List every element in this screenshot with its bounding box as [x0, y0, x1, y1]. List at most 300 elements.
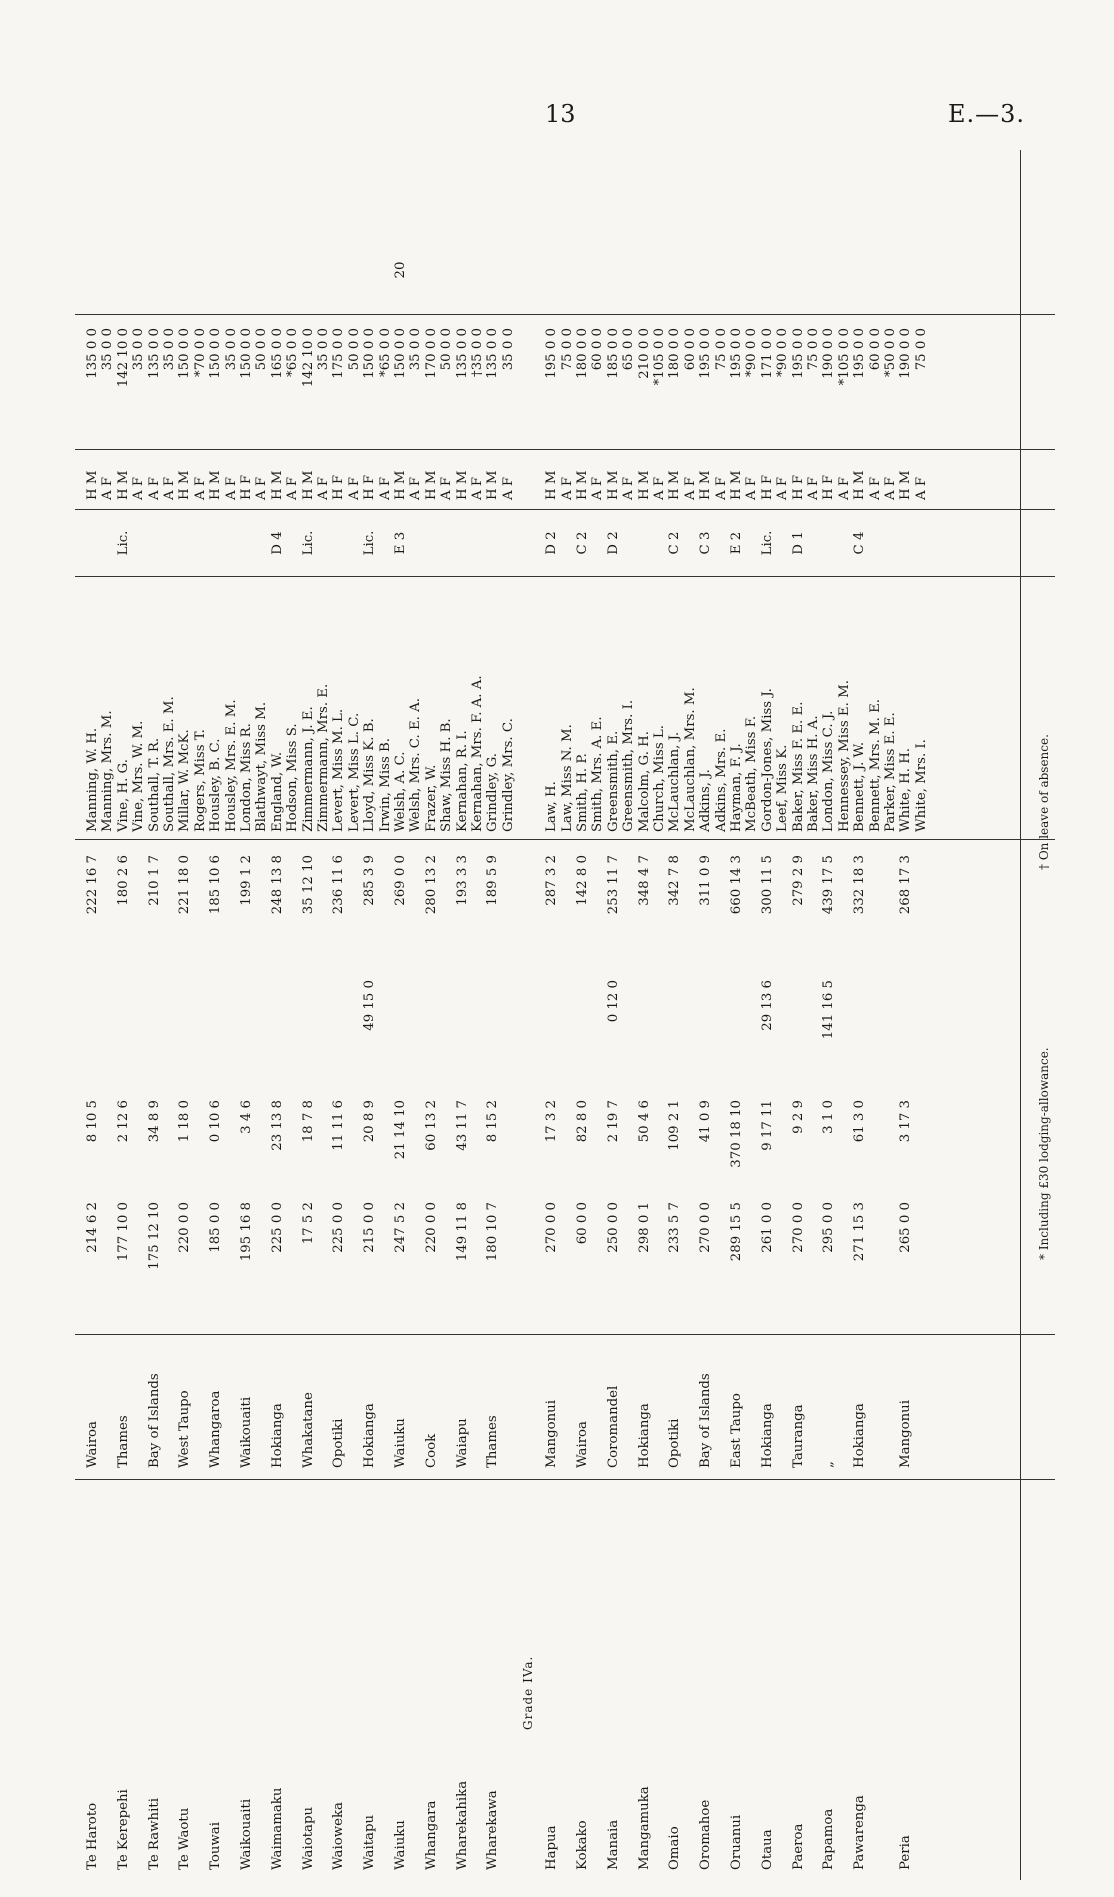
teacher-name: Baker, Miss F. E. E.: [790, 701, 806, 832]
teacher-class: A F: [439, 476, 455, 500]
salary-amount: 295 0 0: [821, 1202, 837, 1253]
allowance-amount: 2 12 6: [115, 1100, 131, 1143]
teacher-name: Southall, T. R.: [146, 737, 162, 832]
certificate: [821, 518, 836, 568]
other-amount: 0 12 0: [605, 980, 621, 1023]
school-name: Te Kerepehi: [115, 1789, 131, 1870]
teacher-class: A F: [346, 476, 362, 500]
total-amount: 332 18 3: [852, 855, 868, 915]
table-row: [914, 150, 929, 1880]
teacher-name: Zimmermann, Mrs. E.: [316, 683, 331, 832]
teacher-class: H M: [544, 470, 560, 500]
table-row: [698, 150, 713, 1880]
house-allowance: [544, 240, 559, 300]
table-row: [424, 150, 439, 1880]
salary-rate: 150 0 0: [208, 328, 224, 379]
certificate: D 4: [269, 531, 285, 555]
teacher-class: H M: [85, 470, 100, 500]
teacher-class: H M: [115, 470, 131, 500]
total-amount: 287 3 2: [544, 855, 560, 906]
certificate: [714, 518, 729, 568]
other-amount: [208, 980, 223, 1090]
school-name: Mangamuka: [636, 1786, 652, 1870]
county-name: Tauranga: [790, 1404, 806, 1468]
teacher-class: A F: [744, 476, 760, 500]
teacher-class: H F: [790, 474, 806, 500]
total-amount: 439 17 5: [821, 855, 837, 915]
house-allowance: [775, 240, 790, 300]
certificate: [914, 518, 929, 568]
salary-amount: 265 0 0: [898, 1202, 914, 1253]
allowance-amount: 9 17 11: [759, 1100, 775, 1151]
salary-rate: 185 0 0: [605, 328, 621, 379]
teacher-class: A F: [913, 476, 929, 500]
table-row: [775, 150, 790, 1880]
house-allowance: [652, 240, 667, 300]
table-row: [254, 150, 269, 1880]
house-allowance: [744, 240, 759, 300]
teacher-name: Kernahan, R. I.: [454, 730, 470, 832]
total-amount: 189 5 9: [485, 855, 501, 906]
salary-rate: 195 0 0: [790, 328, 806, 379]
teacher-class: H M: [852, 470, 868, 500]
county-name: Whakatane: [300, 1392, 316, 1468]
salary-rate: 142 10 0: [300, 328, 316, 388]
other-amount: [637, 980, 652, 1090]
county-name: Thames: [485, 1415, 501, 1468]
salary-rate: *90 0 0: [775, 328, 791, 377]
footnote-leave: † On leave of absence.: [1037, 734, 1051, 870]
house-allowance: [147, 240, 162, 300]
salary-rate: 135 0 0: [146, 328, 162, 379]
school-name: Waikouaiti: [239, 1798, 254, 1870]
house-allowance: [193, 240, 208, 300]
table-row: [837, 150, 852, 1880]
certificate: [439, 518, 454, 568]
house-allowance: [285, 240, 300, 300]
total-amount: 279 2 9: [790, 855, 806, 906]
county-name: Thames: [115, 1415, 131, 1468]
teacher-name: Welsh, Mrs. C. E. A.: [408, 698, 424, 832]
teacher-class: H F: [331, 474, 347, 500]
salary-rate: *90 0 0: [744, 328, 760, 377]
salary-rate: 150 0 0: [393, 328, 408, 379]
other-amount: [667, 980, 682, 1090]
teacher-class: A F: [867, 476, 883, 500]
teacher-class: A F: [408, 476, 424, 500]
certificate: [485, 518, 500, 568]
other-amount: [301, 980, 316, 1090]
teacher-class: A F: [131, 476, 147, 500]
county-name: Hokianga: [362, 1403, 378, 1468]
salary-amount: 225 0 0: [331, 1202, 347, 1253]
certificate: [147, 518, 162, 568]
table-row: [393, 150, 408, 1880]
other-amount: 29 13 6: [759, 980, 775, 1031]
certificate: [347, 518, 362, 568]
teacher-class: H F: [759, 474, 775, 500]
total-amount: 180 2 6: [115, 855, 131, 906]
total-amount: 269 0 0: [393, 855, 408, 906]
certificate: [162, 518, 177, 568]
salary-rate: 195 0 0: [544, 328, 560, 379]
salary-amount: 195 16 8: [239, 1202, 254, 1262]
school-name: Oromahoe: [698, 1799, 714, 1870]
table-row: [301, 150, 316, 1880]
house-allowance: [455, 240, 470, 300]
teacher-name: Bennett, J. W.: [852, 741, 868, 832]
certificate: D 1: [790, 531, 806, 555]
teacher-class: H M: [898, 470, 914, 500]
other-amount: [85, 980, 100, 1090]
teacher-name: Manning, Mrs. M.: [100, 710, 116, 832]
certificate: [239, 518, 254, 568]
total-amount: 342 7 8: [667, 855, 683, 906]
bottom-rule: [1020, 150, 1021, 1880]
school-name: Te Haroto: [85, 1802, 100, 1870]
certificate: [744, 518, 759, 568]
certificate: [775, 518, 790, 568]
certificate: C 3: [698, 531, 714, 555]
certificate: D 2: [544, 531, 560, 555]
teacher-class: A F: [590, 476, 606, 500]
allowance-amount: 370 18 10: [729, 1100, 744, 1168]
teacher-name: Levert, Miss L. C.: [346, 712, 362, 832]
certificate: Lic.: [300, 530, 316, 556]
table-row: [131, 150, 146, 1880]
county-name: Mangonui: [544, 1399, 560, 1468]
teacher-name: Greensmith, E.: [605, 730, 621, 832]
teacher-class: A F: [470, 476, 485, 500]
teacher-class: H M: [208, 470, 224, 500]
salary-rate: 175 0 0: [331, 328, 347, 379]
total-amount: 348 4 7: [636, 855, 652, 906]
salary-rate: 171 0 0: [759, 328, 775, 379]
certificate: [455, 518, 470, 568]
table-row: [729, 150, 744, 1880]
certificate: [316, 518, 331, 568]
table-row: [162, 150, 177, 1880]
salary-rate: 135 0 0: [485, 328, 501, 379]
teacher-class: H M: [454, 470, 470, 500]
school-name: Waiotapu: [300, 1806, 316, 1870]
house-allowance: [239, 240, 254, 300]
house-allowance: [116, 240, 131, 300]
table-row: [806, 150, 821, 1880]
certificate: [501, 518, 516, 568]
salary-rate: *70 0 0: [192, 328, 208, 377]
table-row: [331, 150, 346, 1880]
salary-amount: 298 0 1: [636, 1202, 652, 1253]
teacher-class: A F: [285, 476, 301, 500]
school-name: Hapua: [544, 1825, 560, 1870]
salary-rate: 150 0 0: [239, 328, 254, 379]
salary-amount: 215 0 0: [362, 1202, 378, 1253]
teacher-name: Welsh, A. C.: [393, 751, 408, 832]
other-amount: [393, 980, 408, 1090]
table-row: [378, 150, 393, 1880]
teacher-name: Bennett, Mrs. M. E.: [867, 698, 883, 832]
salary-rate: 150 0 0: [362, 328, 378, 379]
school-name: Papamoa: [821, 1808, 837, 1870]
salary-rate: 165 0 0: [269, 328, 285, 379]
allowance-amount: 3 4 6: [239, 1100, 254, 1134]
teacher-class: A F: [100, 476, 116, 500]
teacher-name: Grindley, Mrs. C.: [500, 718, 516, 832]
salary-rate: 195 0 0: [729, 328, 744, 379]
salary-rate: 170 0 0: [423, 328, 439, 379]
table-row: [455, 150, 470, 1880]
allowance-amount: 18 7 8: [300, 1100, 316, 1143]
allowance-amount: 82 8 0: [575, 1100, 590, 1143]
county-name: Bay of Islands: [146, 1373, 162, 1468]
other-amount: [575, 980, 590, 1090]
grade-heading: Grade IVa.: [521, 1655, 536, 1730]
certificate: C 2: [667, 531, 683, 555]
teacher-name: London, Miss C. J.: [821, 710, 837, 832]
teacher-name: Southall, Mrs. E. M.: [162, 696, 177, 832]
certificate: [560, 518, 575, 568]
teacher-name: England, W.: [269, 751, 285, 832]
salary-rate: 180 0 0: [667, 328, 683, 379]
teacher-name: Gordon-Jones, Miss J.: [759, 688, 775, 832]
allowance-amount: 2 19 7: [605, 1100, 621, 1143]
certificate: [177, 518, 192, 568]
table-row: [347, 150, 362, 1880]
school-name: Kokako: [575, 1820, 590, 1870]
total-amount: 280 13 2: [423, 855, 439, 915]
salary-amount: 247 5 2: [393, 1202, 408, 1253]
allowance-amount: 1 18 0: [177, 1100, 193, 1143]
teacher-class: H M: [605, 470, 621, 500]
salary-rate: 35 0 0: [223, 328, 239, 371]
allowance-amount: 23 13 8: [269, 1100, 285, 1151]
salary-rate: †35 0 0: [470, 328, 485, 377]
county-name: Bay of Islands: [698, 1373, 714, 1468]
table-row: [270, 150, 285, 1880]
table-row: [116, 150, 131, 1880]
teacher-name: Hennessey, Miss E. M.: [836, 680, 852, 832]
other-amount: 49 15 0: [362, 980, 378, 1031]
salary-rate: 135 0 0: [85, 328, 100, 379]
salary-rate: 35 0 0: [100, 328, 116, 371]
salary-rate: 190 0 0: [898, 328, 914, 379]
certificate: [193, 518, 208, 568]
county-name: Opotiki: [331, 1418, 347, 1468]
school-name: Whangara: [423, 1800, 439, 1870]
table-row: [208, 150, 223, 1880]
house-allowance: [347, 240, 362, 300]
certificate: [898, 518, 913, 568]
teacher-name: Kernahan, Mrs. F. A. A.: [470, 675, 485, 832]
house-allowance: [131, 240, 146, 300]
teacher-class: H F: [239, 474, 254, 500]
teacher-class: H M: [177, 470, 193, 500]
school-name: Waimamaku: [269, 1787, 285, 1870]
house-allowance: [560, 240, 575, 300]
allowance-amount: 34 8 9: [146, 1100, 162, 1143]
total-amount: 248 13 8: [269, 855, 285, 915]
allowance-amount: 3 1 0: [821, 1100, 837, 1134]
teacher-class: H M: [423, 470, 439, 500]
other-amount: [544, 980, 559, 1090]
county-name: Whangaroa: [208, 1390, 224, 1468]
house-allowance: [821, 240, 836, 300]
house-allowance: [883, 240, 898, 300]
other-amount: [424, 980, 439, 1090]
table-row: [147, 150, 162, 1880]
house-allowance: [791, 240, 806, 300]
salary-rate: *50 0 0: [883, 328, 898, 377]
teacher-class: A F: [316, 476, 331, 500]
school-name: Waioweka: [331, 1802, 347, 1870]
table-row: [667, 150, 682, 1880]
house-allowance: [424, 240, 439, 300]
house-allowance: [760, 240, 775, 300]
county-name: Mangonui: [898, 1399, 914, 1468]
salary-rate: *65 0 0: [285, 328, 301, 377]
house-allowance: [85, 240, 100, 300]
certificate: [378, 518, 393, 568]
salary-rate: 35 0 0: [316, 328, 331, 371]
school-name: Te Waotu: [177, 1807, 193, 1870]
school-name: Waiuku: [393, 1820, 408, 1870]
teacher-name: Hayman, F. J.: [729, 743, 744, 832]
teacher-name: London, Miss R.: [239, 723, 254, 832]
house-allowance: 20: [393, 261, 408, 279]
other-amount: [898, 980, 913, 1090]
salary-amount: 185 0 0: [208, 1202, 224, 1253]
other-amount: 141 16 5: [821, 980, 837, 1040]
certificate: [131, 518, 146, 568]
salary-rate: 65 0 0: [621, 328, 637, 371]
teacher-class: A F: [836, 476, 852, 500]
teacher-name: Adkins, J.: [698, 769, 714, 832]
certificate: [85, 518, 100, 568]
house-allowance: [316, 240, 331, 300]
certificate: [331, 518, 346, 568]
school-name: Pawarenga: [852, 1795, 868, 1870]
teacher-class: A F: [146, 476, 162, 500]
house-allowance: [378, 240, 393, 300]
allowance-amount: 109 2 1: [667, 1100, 683, 1151]
table-row: [85, 150, 100, 1880]
allowance-amount: 60 13 2: [423, 1100, 439, 1151]
allowance-amount: 61 3 0: [852, 1100, 868, 1143]
teacher-class: A F: [775, 476, 791, 500]
house-allowance: [331, 240, 346, 300]
table-row: [285, 150, 300, 1880]
allowance-amount: 41 0 9: [698, 1100, 714, 1143]
teacher-class: H M: [485, 470, 501, 500]
total-amount: 253 11 7: [605, 855, 621, 915]
teacher-name: Millar, W. McK.: [177, 729, 193, 832]
house-allowance: [100, 240, 115, 300]
other-amount: [331, 980, 346, 1090]
teacher-name: White, H. H.: [898, 747, 914, 832]
salary-rate: 190 0 0: [821, 328, 837, 379]
house-allowance: [868, 240, 883, 300]
county-name: Hokianga: [759, 1403, 775, 1468]
teacher-class: A F: [223, 476, 239, 500]
county-name: Waiapu: [454, 1418, 470, 1468]
teacher-name: Adkins, Mrs. E.: [713, 728, 729, 832]
footnote-lodging: * Including £30 lodging-allowance.: [1037, 1047, 1051, 1260]
teacher-name: Irwin, Miss B.: [377, 737, 393, 832]
table-row: [683, 150, 698, 1880]
certificate: Lic.: [362, 530, 378, 556]
teacher-name: Smith, Mrs. A. E.: [590, 716, 606, 832]
house-allowance: [362, 240, 377, 300]
other-amount: [485, 980, 500, 1090]
table-row: [883, 150, 898, 1880]
teacher-class: H F: [362, 474, 378, 500]
salary-rate: 195 0 0: [852, 328, 868, 379]
certificate: [285, 518, 300, 568]
teacher-class: A F: [559, 476, 575, 500]
total-amount: 210 1 7: [146, 855, 162, 906]
county-name: West Taupo: [177, 1390, 193, 1468]
house-allowance: [898, 240, 913, 300]
teacher-class: A F: [254, 476, 270, 500]
teacher-class: A F: [621, 476, 637, 500]
salary-amount: 289 15 5: [729, 1202, 744, 1262]
certificate: [208, 518, 223, 568]
table-row: [193, 150, 208, 1880]
school-name: Otaua: [759, 1829, 775, 1870]
salary-rate: 35 0 0: [162, 328, 177, 371]
teacher-class: A F: [682, 476, 698, 500]
total-amount: 660 14 3: [729, 855, 744, 915]
salary-rate: 135 0 0: [454, 328, 470, 379]
other-amount: [791, 980, 806, 1090]
total-amount: 268 17 3: [898, 855, 914, 915]
table-row: [501, 150, 516, 1880]
teacher-class: A F: [883, 476, 898, 500]
teacher-name: Frazer, W.: [423, 764, 439, 832]
certificate: C 4: [852, 531, 868, 555]
salary-rate: 50 0 0: [346, 328, 362, 371]
teacher-class: H M: [667, 470, 683, 500]
school-name: Wharekawa: [485, 1790, 501, 1870]
teacher-class: H M: [729, 470, 744, 500]
teacher-class: A F: [500, 476, 516, 500]
other-amount: [455, 980, 470, 1090]
document-reference: E.—3.: [948, 100, 1026, 128]
allowance-amount: 8 15 2: [485, 1100, 501, 1143]
certificate: E 3: [393, 531, 408, 555]
certificate: [408, 518, 423, 568]
total-amount: 285 3 9: [362, 855, 378, 906]
teacher-name: Leef, Miss K.: [775, 744, 791, 832]
teacher-name: Zimmermann, J. E.: [300, 706, 316, 832]
certificate: [590, 518, 605, 568]
teacher-class: A F: [806, 476, 821, 500]
total-amount: 199 1 2: [239, 855, 254, 906]
table-row: [239, 150, 254, 1880]
rotated-table: [75, 150, 1051, 1880]
table-row: [821, 150, 836, 1880]
teacher-class: H M: [636, 470, 652, 500]
teacher-name: Blathwayt, Miss M.: [254, 701, 270, 832]
total-amount: 142 8 0: [575, 855, 590, 906]
house-allowance: [301, 240, 316, 300]
school-name: Manaia: [605, 1819, 621, 1870]
county-name: Wairoa: [85, 1421, 100, 1468]
county-name: East Taupo: [729, 1393, 744, 1468]
other-amount: [239, 980, 254, 1090]
teacher-name: Church, Miss L.: [652, 725, 667, 832]
